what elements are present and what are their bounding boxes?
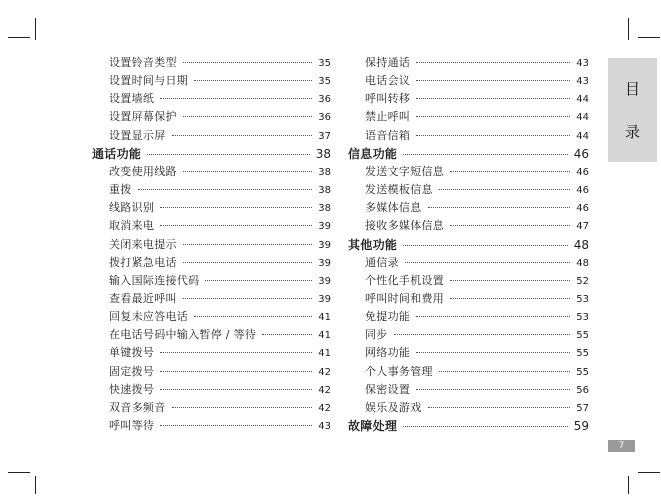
toc-entry-page: 46 [576,166,589,178]
toc-entry[interactable] [109,90,331,106]
toc-entry[interactable] [365,399,589,415]
leader-dots [194,316,312,317]
toc-entry-label: 固定拨号 [109,364,155,378]
toc-entry-page: 48 [576,257,589,269]
toc-entry-label: 在电话号码中输入暂停 / 等待 [109,328,257,342]
toc-entry[interactable] [365,217,589,233]
toc-section-heading[interactable] [348,236,589,253]
toc-entry[interactable] [365,254,589,270]
toc-entry-label: 设置显示屏 [109,128,166,142]
toc-entry-page: 41 [318,348,331,360]
toc-entry-label: 呼叫时间和费用 [365,291,445,305]
leader-dots [416,316,570,317]
toc-entry-label: 单键拨号 [109,346,155,360]
toc-entry-page: 43 [318,421,331,432]
leader-dots [416,62,570,63]
toc-entry-label: 电话会议 [365,74,411,88]
leader-dots [450,171,570,172]
toc-entry[interactable] [109,108,331,124]
toc-entry-page: 39 [318,257,331,269]
toc-entry-label: 输入国际连接代码 [109,273,200,287]
toc-entry-label: 语音信箱 [365,128,411,142]
crop-mark-tr-h [638,37,660,38]
side-tab-char-2: 录 [624,123,640,141]
toc-section-heading[interactable] [92,145,331,162]
toc-entry[interactable] [365,290,589,306]
leader-dots [183,244,312,245]
toc-section-heading[interactable] [348,417,589,434]
leader-dots [403,154,568,155]
toc-entry[interactable] [365,381,589,397]
toc-entry[interactable] [365,108,589,124]
leader-dots [450,225,570,226]
leader-dots [416,116,570,117]
crop-mark-tl-h [8,37,30,38]
toc-entry-label: 设置屏幕保护 [109,110,177,124]
toc-entry-page: 59 [573,419,589,433]
toc-entry-label: 线路识别 [109,201,155,215]
toc-entry-label: 通话功能 [92,146,142,161]
toc-entry[interactable] [365,54,589,70]
toc-entry-page: 48 [573,237,589,252]
toc-entry[interactable] [109,399,331,415]
toc-entry-page: 35 [318,58,331,69]
leader-dots [160,352,312,353]
toc-entry-page: 37 [318,130,331,142]
toc-entry[interactable] [365,199,589,215]
toc-entry-label: 故障处理 [348,419,398,433]
toc-entry[interactable] [109,54,331,70]
toc-section-heading[interactable] [348,145,589,162]
toc-entry-label: 改变使用线路 [109,164,177,178]
leader-dots [160,98,312,99]
toc-entry-page: 47 [576,221,589,233]
leader-dots [416,80,570,81]
leader-dots [416,352,570,353]
toc-entry-label: 保密设置 [365,382,411,396]
toc-entry[interactable] [109,344,331,360]
leader-dots [183,62,312,63]
toc-entry-page: 38 [318,166,331,178]
toc-entry-page: 41 [318,312,331,324]
toc-entry-page: 44 [576,94,589,106]
toc-entry-page: 53 [576,293,589,305]
leader-dots [450,298,570,299]
toc-entry-page: 57 [576,402,589,414]
toc-entry-page: 41 [318,330,331,342]
leader-dots [172,407,313,408]
side-tab-char-1: 目 [624,80,640,98]
toc-entry-label: 取消来电 [109,219,155,233]
toc-entry-page: 43 [576,76,589,88]
leader-dots [183,171,312,172]
leader-dots [172,135,313,136]
leader-dots [428,407,571,408]
toc-entry-page: 53 [576,312,589,324]
page-number: 7 [608,440,635,452]
toc-entry[interactable] [365,272,589,288]
leader-dots [160,389,312,390]
toc-entry-label: 通信录 [365,255,399,269]
toc-entry-page: 55 [576,330,589,342]
leader-dots [403,245,568,246]
toc-entry-page: 52 [576,275,589,287]
toc-entry-label: 禁止呼叫 [365,110,411,124]
toc-entry-page: 38 [315,146,331,161]
leader-dots [205,280,312,281]
leader-dots [403,426,568,427]
toc-entry-page: 46 [573,146,589,161]
toc-entry-label: 呼叫等待 [109,419,155,432]
toc-entry[interactable] [109,72,331,88]
leader-dots [183,116,312,117]
toc-entry-label: 其他功能 [348,237,398,252]
toc-entry-page: 38 [318,185,331,197]
leader-dots [416,389,570,390]
crop-mark-bl-v [35,476,36,494]
leader-dots [160,207,312,208]
toc-entry-label: 查看最近呼叫 [109,291,177,305]
leader-dots [160,371,312,372]
crop-mark-bl-h [8,472,30,473]
toc-entry[interactable] [109,163,331,179]
toc-entry[interactable] [365,127,589,143]
toc-entry[interactable] [109,363,331,379]
crop-mark-tr-v [628,18,629,40]
toc-entry[interactable] [109,181,331,197]
leader-dots [450,280,570,281]
toc-entry-page: 36 [318,112,331,124]
toc-entry-page: 38 [318,203,331,215]
leader-dots [147,154,310,155]
toc-entry-page: 44 [576,130,589,142]
toc-entry[interactable] [109,308,331,324]
toc-entry-page: 55 [576,366,589,378]
toc-entry-page: 42 [318,366,331,378]
toc-entry[interactable] [109,236,331,252]
toc-entry[interactable] [365,363,589,379]
leader-dots [405,262,570,263]
toc-entry-label: 呼叫转移 [365,92,411,106]
toc-entry[interactable] [365,181,589,197]
leader-dots [160,225,312,226]
toc-entry-page: 46 [576,185,589,197]
toc-entry[interactable] [109,254,331,270]
toc-entry[interactable] [365,163,589,179]
toc-entry-label: 设置铃音类型 [109,56,177,69]
leader-dots [262,334,312,335]
toc-entry-label: 发送模板信息 [365,183,433,197]
toc-entry-page: 42 [318,402,331,414]
toc-entry[interactable] [109,290,331,306]
toc-entry-page: 39 [318,221,331,233]
toc-entry-page: 39 [318,293,331,305]
toc-entry-page: 43 [576,58,589,69]
toc-entry-page: 35 [318,76,331,88]
toc-entry[interactable] [365,308,589,324]
crop-mark-br-v [628,476,629,494]
leader-dots [160,425,312,426]
toc-entry-label: 免提功能 [365,310,411,324]
leader-dots [183,262,312,263]
toc-entry-label: 网络功能 [365,346,411,360]
toc-entry[interactable] [365,344,589,360]
toc-entry[interactable] [109,127,331,143]
toc-entry-page: 39 [318,239,331,251]
toc-entry-label: 接收多媒体信息 [365,219,445,233]
crop-mark-tl-v [35,18,36,40]
toc-entry-label: 个性化手机设置 [365,273,445,287]
toc-entry-label: 回复未应答电话 [109,310,189,324]
leader-dots [183,298,312,299]
toc-entry-page: 44 [576,112,589,124]
toc-entry-page: 46 [576,203,589,215]
leader-dots [439,189,570,190]
toc-entry-page: 56 [576,384,589,396]
toc-entry[interactable] [365,90,589,106]
toc-entry[interactable] [109,217,331,233]
contents-side-tab [608,58,657,162]
toc-entry-label: 同步 [365,328,388,342]
toc-entry-page: 42 [318,384,331,396]
toc-entry-label: 重拨 [109,183,132,197]
toc-entry-page: 36 [318,94,331,106]
toc-entry-label: 双音多频音 [109,400,166,414]
toc-entry-label: 关闭来电提示 [109,237,177,251]
toc-entry[interactable] [109,417,331,433]
toc-entry-label: 娱乐及游戏 [365,400,422,414]
toc-entry-label: 设置墙纸 [109,92,155,106]
toc-entry-label: 多媒体信息 [365,201,422,215]
toc-entry[interactable] [109,326,331,342]
toc-entry-page: 39 [318,275,331,287]
leader-dots [394,334,571,335]
leader-dots [416,98,570,99]
toc-entry-label: 保持通话 [365,56,411,69]
leader-dots [428,207,571,208]
toc-entry-label: 发送文字短信息 [365,164,445,178]
toc-entry-label: 拨打紧急电话 [109,255,177,269]
toc-entry-label: 设置时间与日期 [109,74,189,88]
toc-entry[interactable] [365,326,589,342]
toc-entry-page: 55 [576,348,589,360]
leader-dots [194,80,312,81]
toc-entry[interactable] [109,199,331,215]
crop-mark-br-h [638,472,660,473]
toc-entry[interactable] [365,72,589,88]
toc-entry[interactable] [109,381,331,397]
toc-entry-label: 个人事务管理 [365,364,433,378]
leader-dots [416,135,570,136]
toc-entry[interactable] [109,272,331,288]
leader-dots [138,189,313,190]
toc-entry-label: 信息功能 [348,146,398,161]
toc-entry-label: 快速拨号 [109,382,155,396]
leader-dots [439,371,570,372]
